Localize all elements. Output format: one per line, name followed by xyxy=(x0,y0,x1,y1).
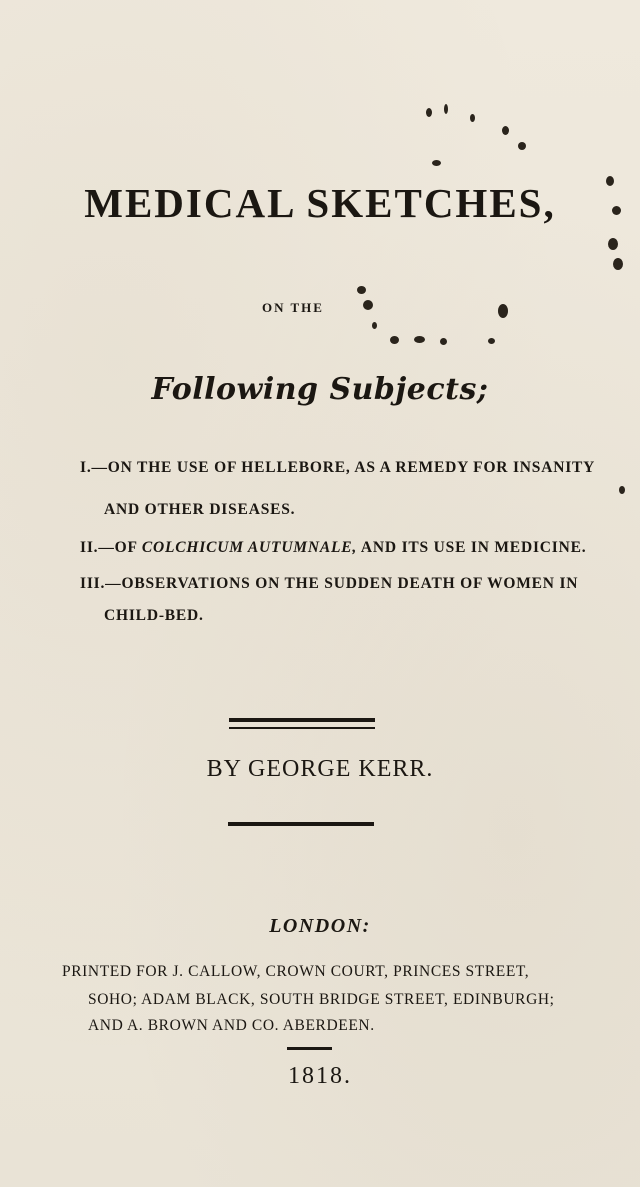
author-byline: BY GEORGE KERR. xyxy=(206,756,434,782)
following-subjects-heading: Following Subjects; xyxy=(151,372,489,407)
imprint-line-2: SOHO; ADAM BLACK, SOUTH BRIDGE STREET, EDINBURGH; xyxy=(88,991,555,1008)
imprint-line-3: AND A. BROWN AND CO. ABERDEEN. xyxy=(88,1017,375,1034)
subject-2 xyxy=(80,538,586,558)
subject-2-italic: COLCHICUM AUTUMNALE, xyxy=(141,539,358,556)
subject-3-line-1: III.—OBSERVATIONS ON THE SUDDEN DEATH OF WOMEN IN xyxy=(80,575,579,592)
book-title: MEDICAL SKETCHES, xyxy=(84,180,556,226)
divider-rule-thin xyxy=(229,727,375,729)
subject-1-line-1: I.—ON THE USE OF HELLEBORE, AS A REMEDY FOR INSANITY xyxy=(80,459,596,476)
subject-2-suffix: AND ITS USE IN MEDICINE. xyxy=(357,539,587,556)
divider-rule-thick xyxy=(229,718,375,722)
divider-rule-3 xyxy=(287,1047,332,1050)
place-of-publication: LONDON: xyxy=(269,915,371,937)
subject-1-line-2: AND OTHER DISEASES. xyxy=(104,501,296,518)
subject-2-prefix: II.—OF xyxy=(80,539,142,556)
subject-3-line-2: CHILD-BED. xyxy=(104,607,204,624)
imprint-line-1: PRINTED FOR J. CALLOW, CROWN COURT, PRINCES STREET, xyxy=(62,963,530,980)
divider-rule-2 xyxy=(228,822,374,826)
on-the-label: ON THE xyxy=(262,300,324,315)
publication-year: 1818. xyxy=(288,1063,352,1089)
